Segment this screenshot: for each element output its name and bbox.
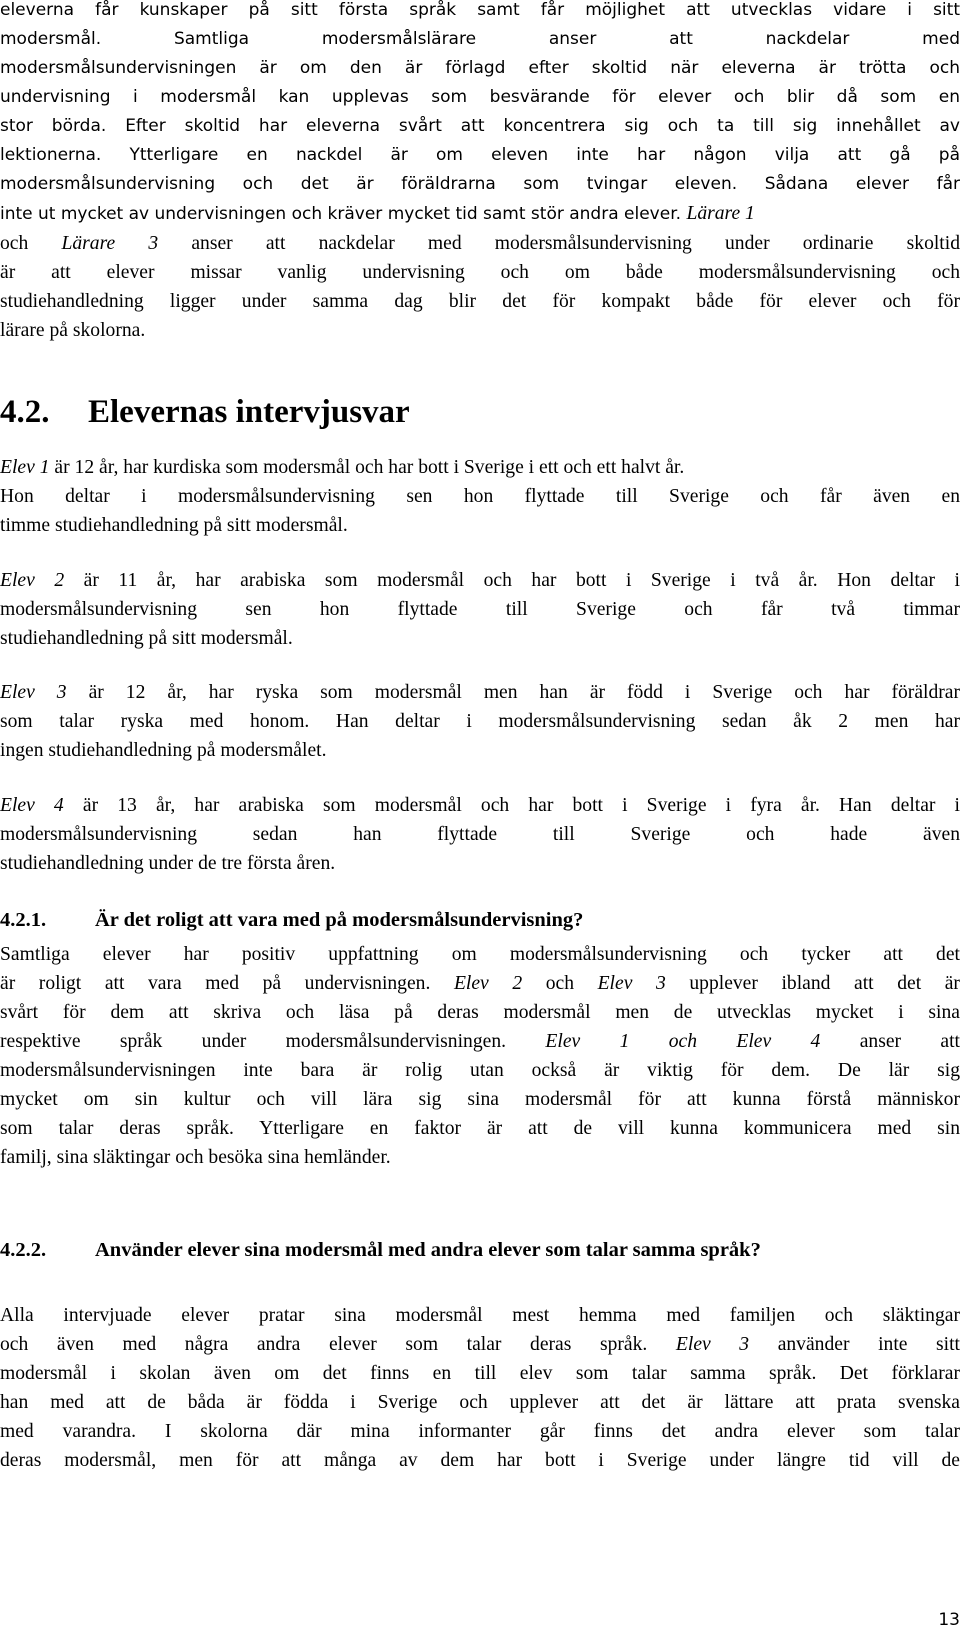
- text-line: studiehandledning under de tre första åren.: [0, 853, 336, 874]
- teacher-ref: Lärare 3: [61, 233, 159, 254]
- text-line: Elev 2 är 11 år, har arabiska som modersmål och har bott i Sverige i två år. Hon deltar i: [0, 570, 960, 591]
- text-line: Elev 3 är 12 år, har ryska som modersmål men han är född i Sverige och har föräldrar: [0, 682, 960, 703]
- student-ref: Elev 2: [453, 973, 523, 994]
- text-line: lektionerna. Ytterligare en nackdel är om eleven inte har någon vilja att gå på: [0, 145, 960, 165]
- text-line: respektive språk under modersmålsundervisningen. Elev 1 och Elev 4 anser att: [0, 1031, 960, 1052]
- text-line: Hon deltar i modersmålsundervisning sen hon flyttade till Sverige och får även en: [0, 486, 960, 507]
- section-number: 4.2.: [0, 394, 50, 430]
- student-3-paragraph: [0, 678, 960, 765]
- text-line: modersmålsundervisningen är om den är förlagd efter skoltid när eleverna är trötta och: [0, 58, 960, 78]
- text-line: som talar ryska med honom. Han deltar i modersmålsundervisning sedan åk 2 men har: [0, 711, 960, 732]
- section-title: Elevernas intervjusvar: [88, 394, 410, 430]
- text-line: han med att de båda är födda i Sverige och upplever att det är lättare att prata svenska: [0, 1392, 960, 1413]
- student-ref: Elev 4: [0, 795, 64, 816]
- text-line: studiehandledning på sitt modersmål.: [0, 628, 293, 649]
- text-line: eleverna får kunskaper på sitt första språk samt får möjlighet att utvecklas vidare i sitt: [0, 0, 960, 20]
- text-line: ingen studiehandledning på modersmålet.: [0, 740, 327, 761]
- text-line: timme studiehandledning på sitt modersmål.: [0, 515, 348, 536]
- text-line: studiehandledning ligger under samma dag blir det för kompakt både för elever och för: [0, 291, 960, 312]
- intro-paragraph-serif: [0, 229, 960, 345]
- text-line: och även med några andra elever som talar deras språk. Elev 3 använder inte sitt: [0, 1334, 960, 1355]
- section-number: 4.2.1.: [0, 909, 47, 931]
- text-line: modersmål i skolan även om det finns en till elev som talar samma språk. Det förklarar: [0, 1363, 960, 1384]
- section-heading-4-2-2: [0, 1236, 875, 1265]
- text-line: deras modersmål, men för att många av dem har bott i Sverige under längre tid vill de: [0, 1450, 960, 1471]
- text-line: modersmålsundervisning sedan han flyttade till Sverige och hade även: [0, 824, 960, 845]
- text-line: Samtliga elever har positiv uppfattning om modersmålsundervisning och tycker att det: [0, 944, 960, 965]
- text-line: med varandra. I skolorna där mina informanter går finns det andra elever som talar: [0, 1421, 960, 1442]
- text-line: modersmålsundervisning och det är föräldrarna som tvingar eleven. Sådana elever får: [0, 174, 960, 194]
- text-line: inte ut mycket av undervisningen och kräver mycket tid samt stör andra elever. Lärare 1: [0, 203, 755, 224]
- section-heading-4-2: [0, 392, 410, 432]
- text-line: modersmålsundervisning sen hon flyttade till Sverige och får två timmar: [0, 599, 960, 620]
- section-4-2-2-paragraph: [0, 1301, 960, 1475]
- student-1-paragraph: [0, 453, 960, 540]
- text-line: modersmål. Samtliga modersmålslärare anser att nackdelar med: [0, 29, 960, 49]
- text-line: mycket om sin kultur och vill lära sig sina modersmål för att kunna förstå människor: [0, 1089, 960, 1110]
- text-line: lärare på skolorna.: [0, 320, 146, 341]
- text-line: Alla intervjuade elever pratar sina modersmål mest hemma med familjen och släktingar: [0, 1305, 960, 1326]
- text-line: och Lärare 3 anser att nackdelar med modersmålsundervisning under ordinarie skoltid: [0, 233, 960, 254]
- student-ref: Elev 3: [675, 1334, 750, 1355]
- student-ref: Elev 1 och Elev 4: [545, 1031, 821, 1052]
- student-ref: Elev 2: [0, 570, 65, 591]
- text-line: som talar deras språk. Ytterligare en faktor är att de vill kunna kommunicera med sin: [0, 1118, 960, 1139]
- text-line: modersmålsundervisningen inte bara är rolig utan också är viktig för dem. De lär sig: [0, 1060, 960, 1081]
- section-heading-4-2-1: [0, 906, 875, 935]
- section-4-2-1-paragraph: [0, 940, 960, 1172]
- text-line: Elev 4 är 13 år, har arabiska som modersmål och har bott i Sverige i fyra år. Han deltar i: [0, 795, 960, 816]
- section-title: Är det roligt att vara med på modersmålsundervisning?: [95, 909, 584, 931]
- section-number: 4.2.2.: [0, 1239, 47, 1261]
- text-line: stor börda. Efter skoltid har eleverna svårt att koncentrera sig och ta till sig innehållet av: [0, 116, 960, 136]
- student-ref: Elev 3: [0, 682, 67, 703]
- student-4-paragraph: [0, 791, 960, 878]
- page-number: 13: [938, 1610, 960, 1630]
- student-2-paragraph: [0, 566, 960, 653]
- text-line: är roligt att vara med på undervisningen. Elev 2 och Elev 3 upplever ibland att det är: [0, 973, 960, 994]
- section-title: Använder elever sina modersmål med andra elever som talar samma språk?: [95, 1239, 761, 1261]
- student-ref: Elev 3: [597, 973, 666, 994]
- text-line: familj, sina släktingar och besöka sina hemländer.: [0, 1147, 391, 1168]
- text-line: svårt för dem att skriva och läsa på deras modersmål men de utvecklas mycket i sina: [0, 1002, 960, 1023]
- text-line: är att elever missar vanlig undervisning och om både modersmålsundervisning och: [0, 262, 960, 283]
- intro-paragraph-sans: [0, 0, 960, 229]
- text-line: undervisning i modersmål kan upplevas som besvärande för elever och blir då som en: [0, 87, 960, 107]
- student-ref: Elev 1: [0, 457, 50, 478]
- teacher-ref: Lärare 1: [686, 203, 755, 224]
- text-line: Elev 1 är 12 år, har kurdiska som modersmål och har bott i Sverige i ett och ett halvt år.: [0, 457, 685, 478]
